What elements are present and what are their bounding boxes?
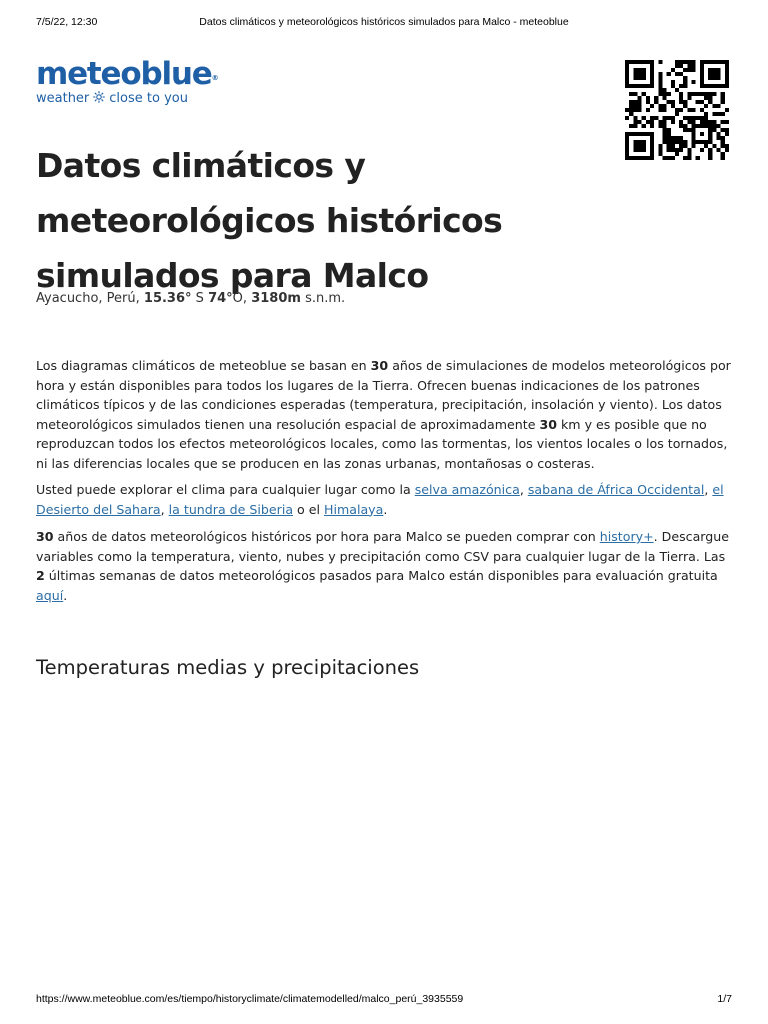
logo-wordmark: meteoblue bbox=[36, 56, 212, 92]
link-selva-amazonica[interactable]: selva amazónica bbox=[414, 482, 520, 497]
latitude-direction: S bbox=[195, 291, 204, 306]
p3-text-c: últimas semanas de datos meteorológicos pasados para Malco están disponibles para evaluación gratuita bbox=[44, 568, 718, 584]
p3-text-b: . Descargue variables como la temperatura, viento, nubes y precipitación como CSV para cualquier lugar de la Tierra. Las bbox=[36, 529, 729, 564]
location-line bbox=[36, 291, 345, 306]
page-title: Datos climáticos y meteorológicos históricos simulados para Malco bbox=[36, 146, 503, 295]
sun-icon bbox=[93, 91, 105, 105]
print-page-title: Datos climáticos y meteorológicos históricos simulados para Malco - meteoblue bbox=[199, 16, 569, 28]
p3-text-a: años de datos meteorológicos históricos por hora para Malco se pueden comprar con bbox=[53, 529, 600, 544]
separator: , bbox=[160, 501, 169, 517]
intro-paragraph-1 bbox=[36, 356, 736, 474]
longitude-direction: O, bbox=[232, 291, 248, 306]
link-tundra-siberia[interactable]: la tundra de Siberia bbox=[168, 501, 294, 517]
tagline-weather: weather bbox=[36, 91, 90, 106]
separator: , bbox=[704, 482, 713, 497]
elevation: 3180m bbox=[251, 291, 301, 306]
elevation-unit: s.n.m. bbox=[305, 291, 346, 306]
p3-years: 30 bbox=[36, 529, 54, 544]
intro-paragraph-3 bbox=[36, 527, 736, 605]
logo-tagline bbox=[36, 91, 219, 106]
latitude: 15.36° bbox=[143, 291, 192, 306]
link-desierto-sahara[interactable]: el Desierto del Sahara bbox=[36, 482, 724, 517]
p3-end: . bbox=[63, 587, 68, 603]
link-aqui[interactable]: aquí bbox=[36, 587, 64, 603]
section-title: Temperaturas medias y precipitaciones bbox=[36, 656, 420, 679]
p2-text-a: Usted puede explorar el clima para cualquier lugar como la bbox=[36, 482, 415, 497]
p1-text-b: años de simulaciones de modelos meteorológicos por hora y están disponibles para todos los lugares de la Tierra. Ofrecen buenas indicaciones de los patrones climáticos típicos y de las condiciones esperadas (temperatura, precipitación, insolación y viento). Los datos meteorológicos simulados tienen una resolución espacial de aproximadamente bbox=[36, 358, 731, 432]
p1-resolution: 30 bbox=[539, 416, 557, 432]
page-number: 1/7 bbox=[717, 993, 732, 1005]
longitude: 74° bbox=[208, 291, 233, 306]
tagline-close-to-you: close to you bbox=[109, 91, 188, 106]
registered-mark: ® bbox=[211, 74, 219, 82]
print-footer bbox=[0, 993, 768, 1007]
p2-text-b: o el bbox=[293, 501, 325, 517]
separator: , bbox=[519, 482, 528, 497]
meteoblue-logo[interactable] bbox=[36, 58, 219, 106]
print-datetime: 7/5/22, 12:30 bbox=[36, 16, 98, 28]
print-url: https://www.meteoblue.com/es/tiempo/historyclimate/climatemodelled/malco_perú_3935559 bbox=[36, 993, 464, 1005]
p2-end: . bbox=[383, 501, 388, 517]
location-region: Ayacucho, Perú, bbox=[36, 291, 140, 306]
p1-text-a: Los diagramas climáticos de meteoblue se basan en bbox=[36, 358, 371, 373]
p3-weeks: 2 bbox=[36, 568, 45, 584]
link-himalaya[interactable]: Himalaya bbox=[324, 501, 384, 517]
p1-years: 30 bbox=[370, 358, 389, 373]
qr-code-icon bbox=[625, 60, 729, 160]
intro-paragraph-2 bbox=[36, 480, 736, 519]
print-header bbox=[0, 16, 768, 30]
p1-text-c: km y es posible que no reproduzcan todos los efectos meteorológicos locales, como las tormentas, los vientos locales o los tornados, ni las diferencias locales que se producen en las zonas urbanas, montañosas o costeras. bbox=[36, 416, 728, 471]
link-history-plus[interactable]: history+ bbox=[599, 529, 654, 544]
link-sabana-africa[interactable]: sabana de África Occidental bbox=[527, 482, 705, 497]
